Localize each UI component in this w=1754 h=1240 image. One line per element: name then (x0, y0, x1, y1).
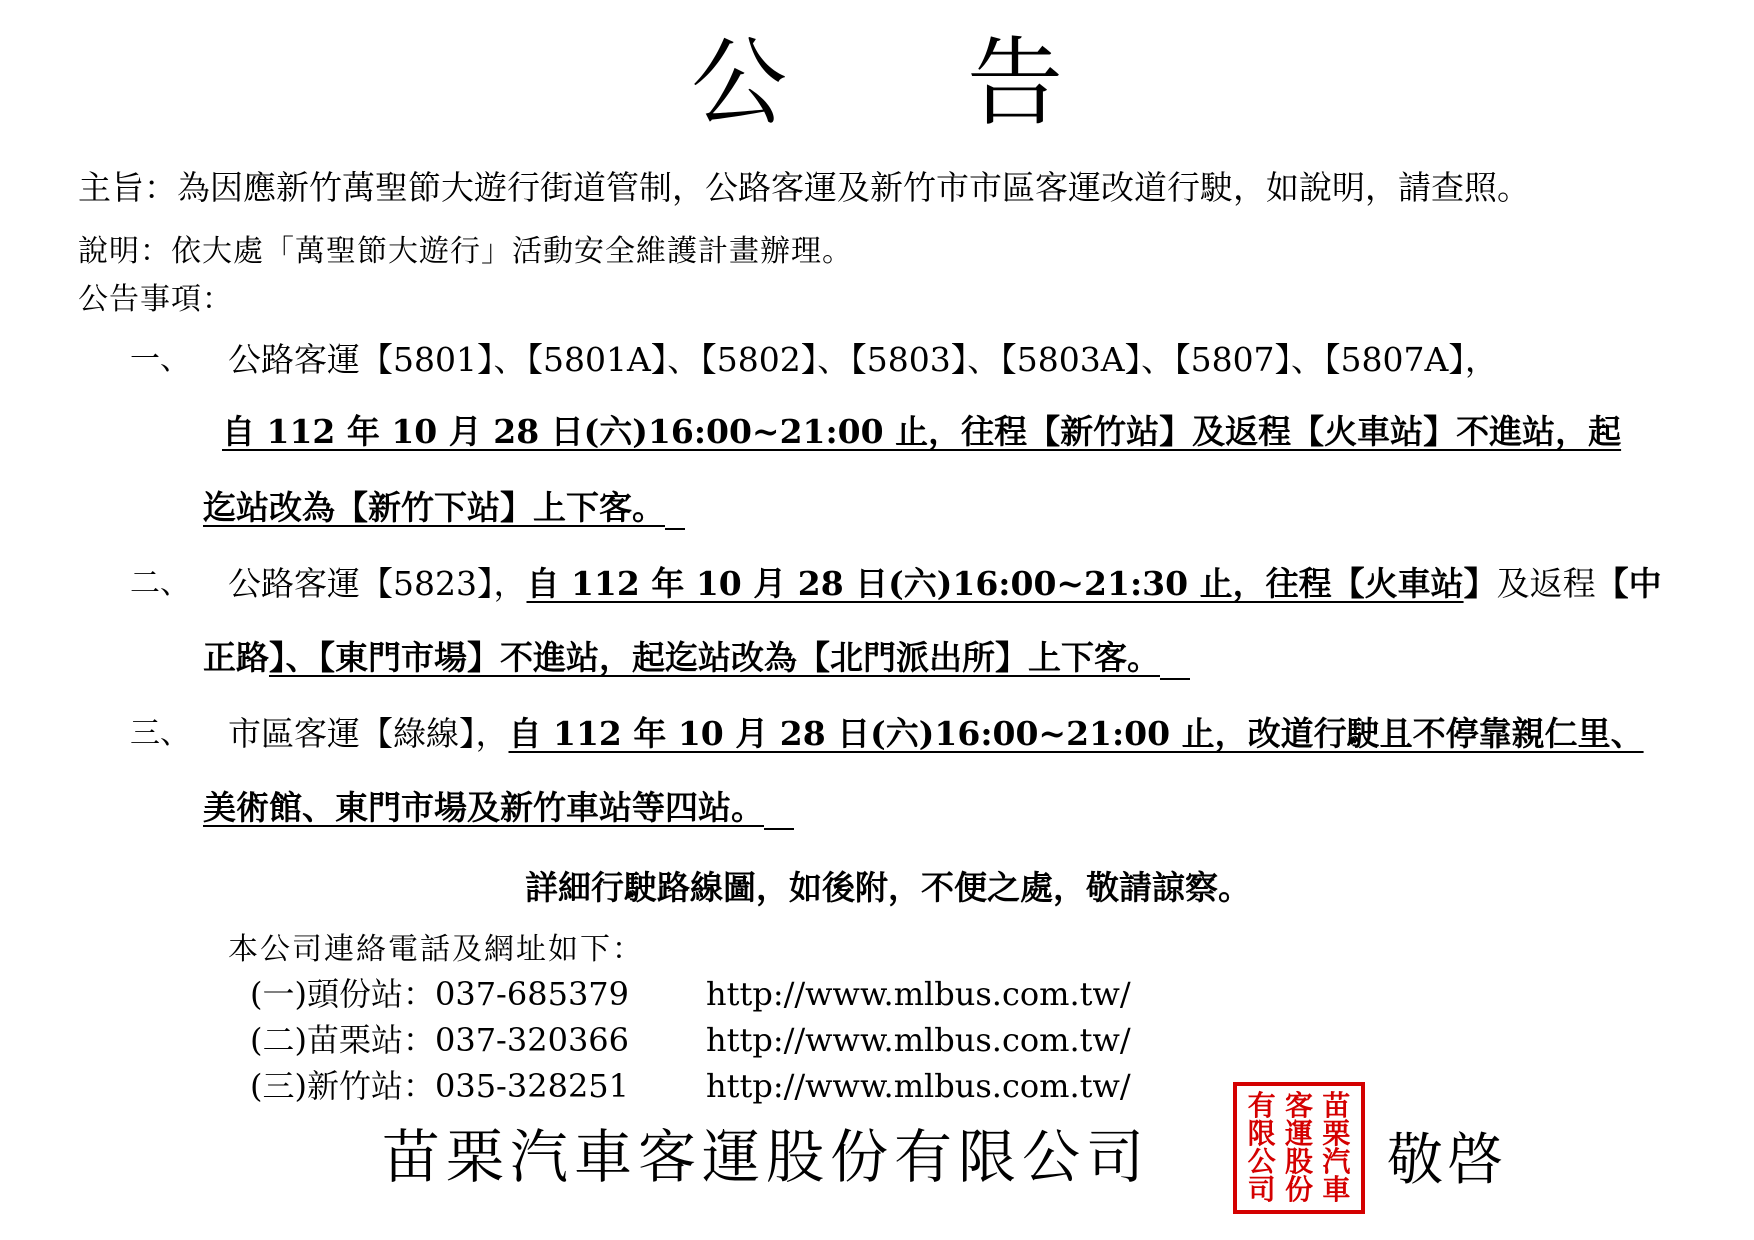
item-1-number: 一、 (130, 342, 190, 377)
seal-char: 司 (1247, 1173, 1276, 1206)
respect-closing: 敬啓 (1387, 1128, 1507, 1193)
item-3-line-1 (228, 712, 1644, 756)
item-1-line-1: 公路客運【5801】、【5801A】、【5802】、【5803】、【5803A】、【5807】、【5807A】， (228, 340, 1498, 379)
notice-title (0, 28, 1754, 138)
item-2-bracket: 】 (1463, 564, 1497, 603)
contact-url[interactable]: http://www.mlbus.com.tw/ (706, 1021, 1131, 1059)
contact-row (250, 1020, 1131, 1060)
item-3-number: 三、 (130, 716, 190, 751)
item-2-number: 二、 (130, 566, 190, 601)
item-3-detail: 自 112 年 10 月 28 日(六)16:00~21:00 止，改道行駛且不停靠親仁里、 (508, 714, 1644, 753)
contact-intro: 本公司連絡電話及網址如下： (228, 932, 644, 967)
seal-characters (1243, 1089, 1355, 1206)
company-name: 苗栗汽車客運股份有限公司 (382, 1123, 1151, 1191)
contact-url[interactable]: http://www.mlbus.com.tw/ (706, 975, 1131, 1013)
company-seal-stamp (1233, 1082, 1365, 1214)
title-char-1: 公 (691, 27, 787, 139)
seal-char: 汽 (1322, 1145, 1351, 1178)
item-2-continue: 【中 (1595, 564, 1662, 603)
seal-char: 限 (1247, 1117, 1276, 1150)
item-1-line-3-wrap (203, 486, 685, 530)
notice-items-label: 公告事項： (78, 282, 233, 317)
contact-url[interactable]: http://www.mlbus.com.tw/ (706, 1067, 1131, 1105)
item-2-road: 正路 (203, 638, 269, 677)
contact-station: (一)頭份站：037-685379 (250, 975, 630, 1013)
item-2-return: 及返程 (1496, 564, 1596, 603)
item-2-detail-2: 】、【東門市場】不進站，起迄站改為【北門派出所】上下客。 (269, 638, 1160, 677)
item-1-line-3: 迄站改為【新竹下站】上下客。 (203, 488, 665, 527)
seal-char: 有 (1247, 1089, 1276, 1122)
closing-line: 詳細行駛路線圖，如後附，不便之處，敬請諒察。 (525, 868, 1251, 907)
item-2-line-1 (228, 562, 1662, 606)
item-3-line-2-wrap (203, 786, 794, 830)
seal-char: 公 (1247, 1145, 1276, 1178)
seal-char: 栗 (1322, 1117, 1351, 1150)
seal-char: 股 (1284, 1145, 1313, 1178)
seal-char: 苗 (1322, 1089, 1351, 1122)
title-char-2: 告 (967, 27, 1063, 139)
seal-char: 份 (1284, 1173, 1313, 1206)
subject-line: 主旨：為因應新竹萬聖節大遊行街道管制，公路客運及新竹市市區客運改道行駛，如說明，請查照。 (78, 168, 1530, 207)
seal-char: 客 (1284, 1089, 1313, 1122)
item-3-line-2: 美術館、東門市場及新竹車站等四站。 (203, 788, 764, 827)
seal-char: 運 (1284, 1117, 1313, 1150)
explanation-line: 說明：依大處「萬聖節大遊行」活動安全維護計畫辦理。 (78, 234, 853, 269)
item-3-route: 市區客運【綠線】， (228, 714, 509, 753)
contact-row (250, 1066, 1131, 1106)
item-2-route: 公路客運【5823】， (228, 564, 527, 603)
seal-char: 車 (1322, 1173, 1351, 1206)
contact-station: (三)新竹站：035-328251 (250, 1067, 630, 1105)
contact-row (250, 974, 1131, 1014)
item-1-line-2: 自 112 年 10 月 28 日(六)16:00~21:00 止，往程【新竹站】及返程【火車站】不進站，起 (222, 412, 1622, 451)
item-2-detail: 自 112 年 10 月 28 日(六)16:00~21:30 止，往程【火車站 (526, 564, 1464, 603)
contact-station: (二)苗栗站：037-320366 (250, 1021, 630, 1059)
item-2-line-2 (203, 636, 1190, 680)
